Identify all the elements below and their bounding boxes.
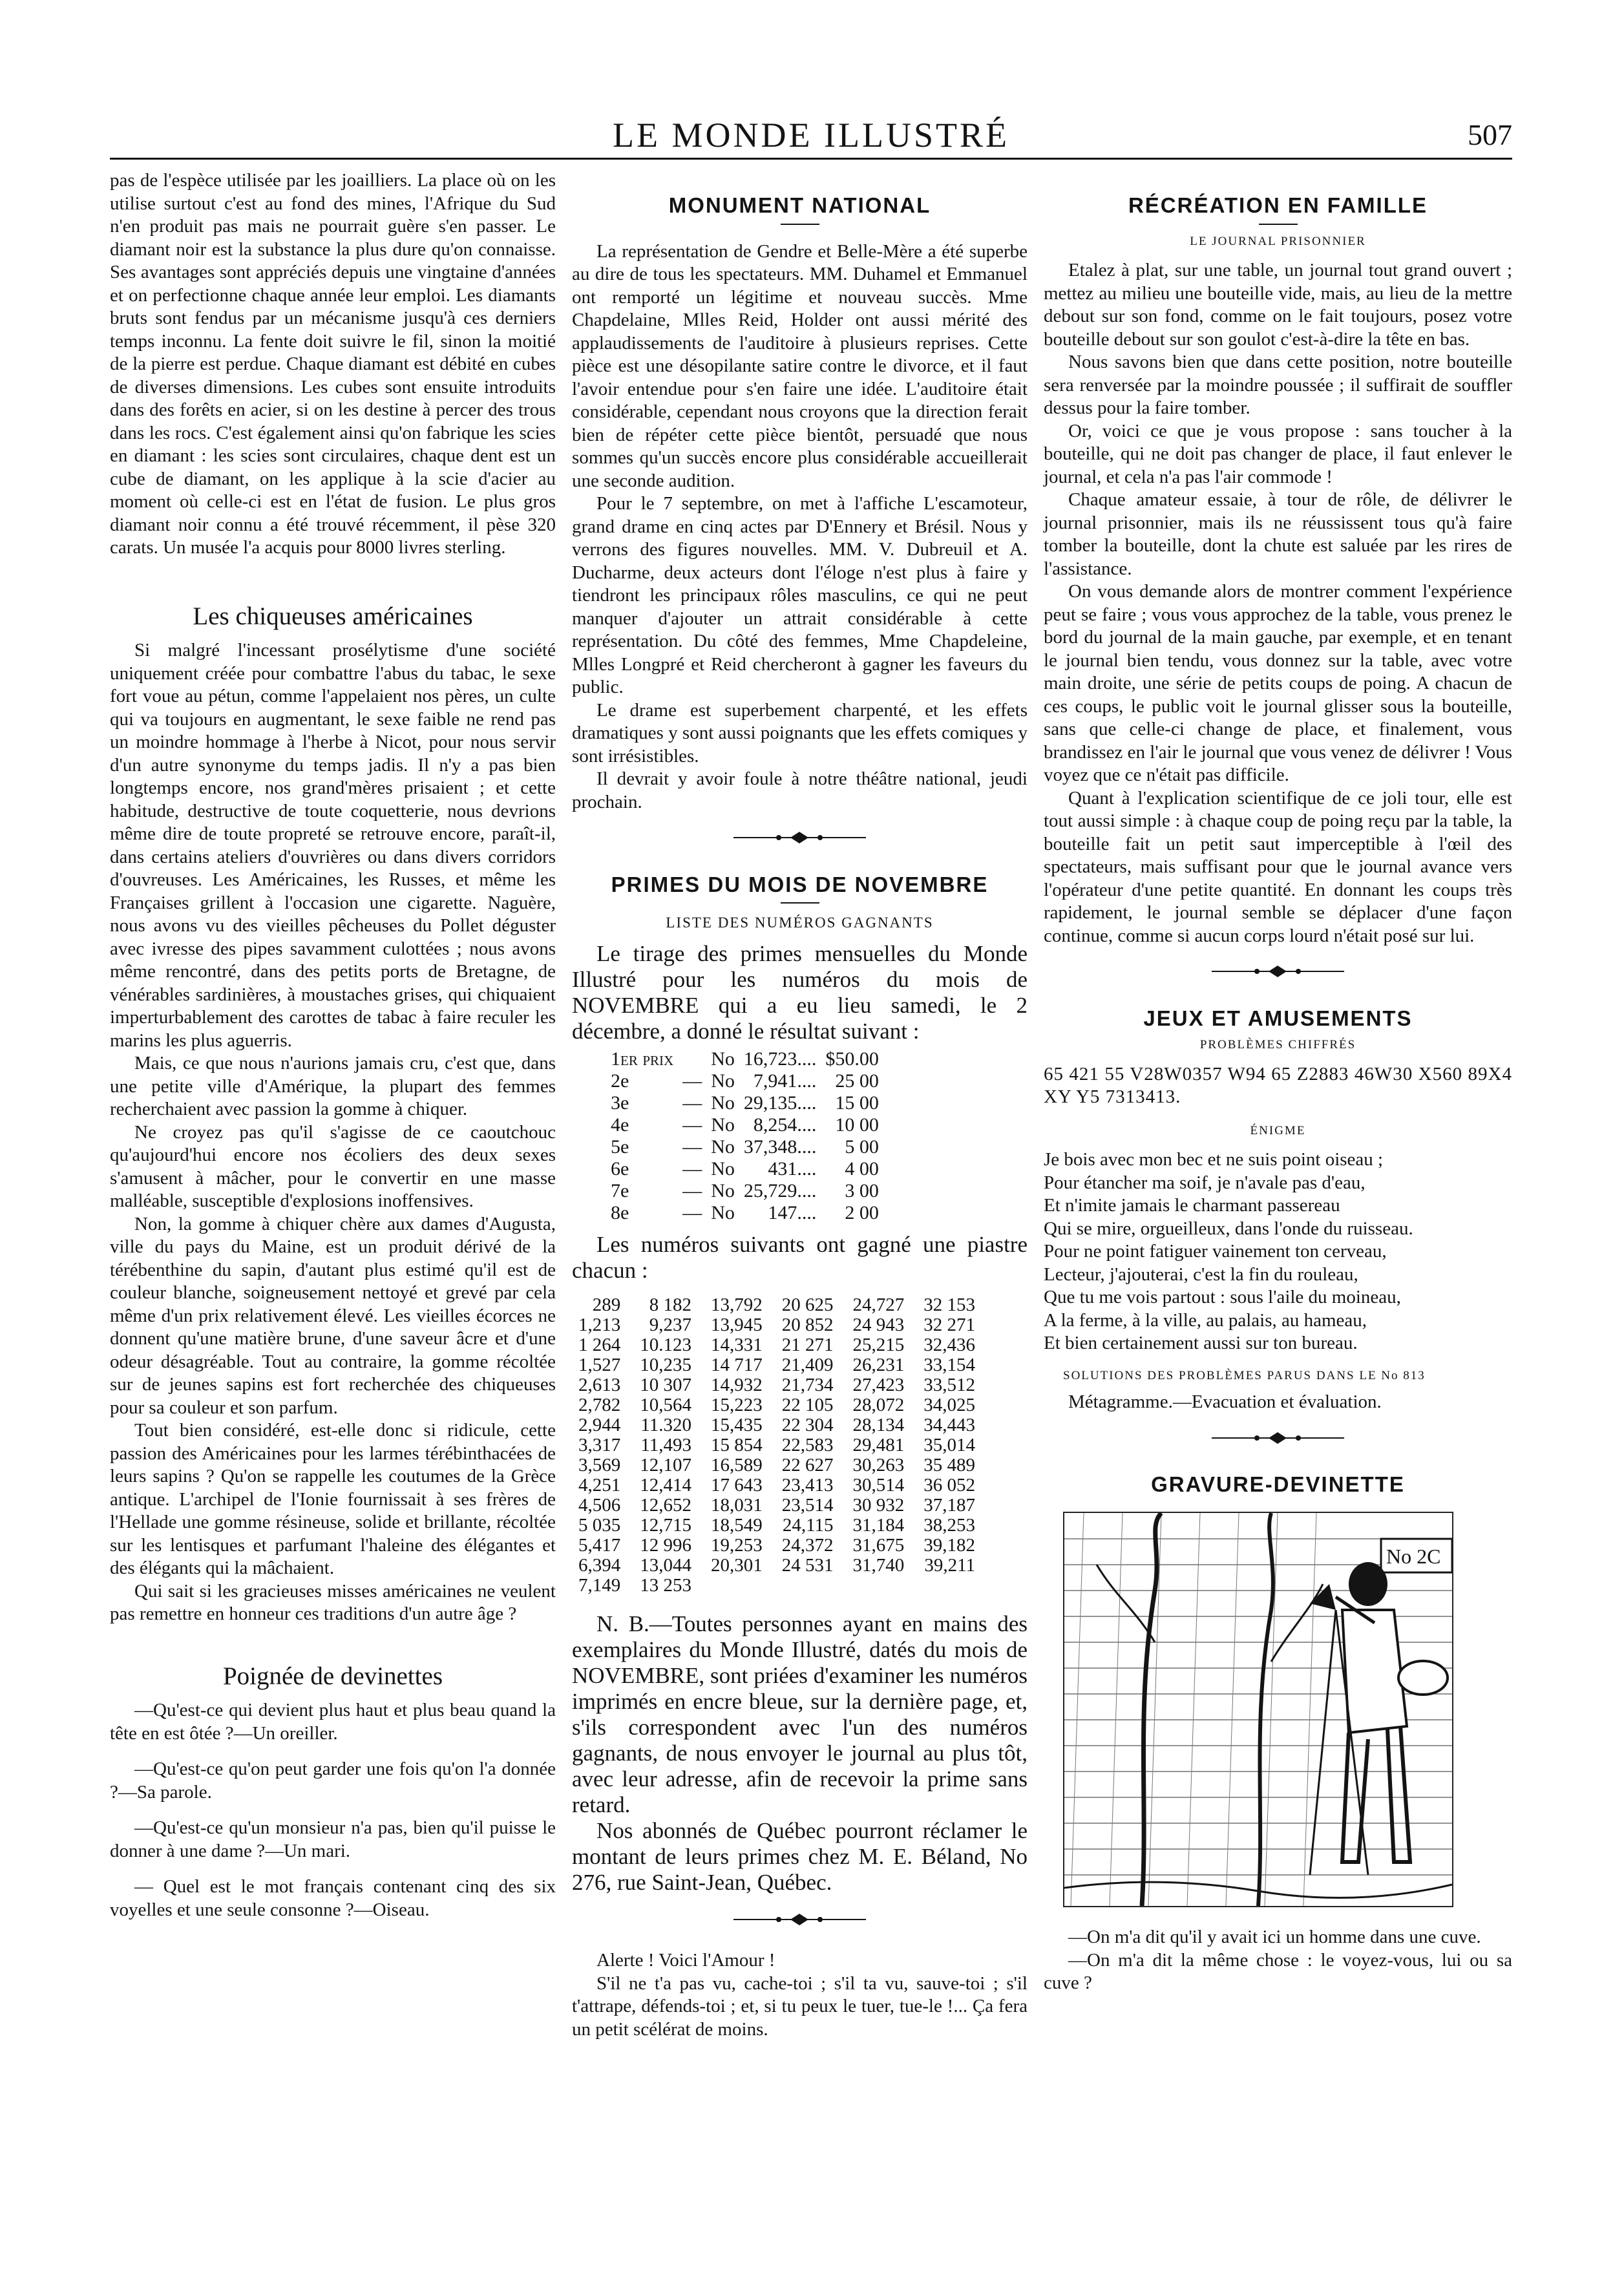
prize-dash: —: [682, 1179, 702, 1201]
winning-number: [711, 1576, 782, 1596]
prize-row: [611, 1070, 888, 1092]
prize-number: 25,729....: [743, 1179, 817, 1201]
prize-rank: 4e: [611, 1114, 629, 1136]
prize-number: 29,135....: [743, 1092, 817, 1114]
winning-number: 32 153: [923, 1294, 975, 1315]
winning-number: 36 052: [923, 1474, 975, 1496]
winning-number: 3,317: [578, 1434, 621, 1455]
column-left: [110, 169, 556, 1921]
winning-numbers-row: [578, 1415, 995, 1435]
winning-number: 5,417: [578, 1534, 621, 1556]
prize-amount: 4 00: [845, 1158, 879, 1179]
verse-line: Et bien certainement aussi sur ton bureau.: [1044, 1333, 1358, 1353]
prize-rank: 2e: [611, 1070, 629, 1092]
monument-title: MONUMENT NATIONAL: [668, 193, 931, 217]
winning-number: 13 253: [640, 1574, 691, 1596]
solutions-heading: SOLUTIONS DES PROBLÈMES PARUS DANS LE No 813: [1063, 1368, 1426, 1382]
winning-numbers-row: [578, 1355, 995, 1375]
winning-number: 39,211: [924, 1554, 975, 1576]
winning-number: 34,443: [923, 1414, 975, 1435]
verse-line: Lecteur, j'ajouterai, c'est la fin du rouleau,: [1044, 1264, 1358, 1285]
winning-number: 34,025: [923, 1394, 975, 1415]
winning-number: 11.320: [640, 1414, 691, 1435]
winning-numbers-row: [578, 1516, 995, 1536]
enigme-verse: [1044, 1148, 1512, 1355]
winning-number: 33,512: [923, 1374, 975, 1395]
winning-number: 13,945: [711, 1314, 763, 1335]
winning-number: 30,263: [852, 1454, 905, 1475]
prize-number: 37,348....: [743, 1136, 817, 1158]
prize-rank: 6e: [611, 1158, 629, 1179]
winning-number: 35,014: [923, 1434, 975, 1455]
solutions-text: Métagramme.—Evacuation et évaluation.: [1068, 1391, 1382, 1412]
prize-number: 431....: [768, 1158, 817, 1179]
winning-number: 2,782: [578, 1394, 621, 1415]
winning-number: 31,740: [852, 1554, 905, 1576]
winning-number: 23,514: [781, 1494, 834, 1516]
winning-number: 37,187: [923, 1494, 975, 1516]
winning-number: 38,253: [923, 1514, 975, 1536]
prize-row: [611, 1180, 888, 1202]
ornament-divider: [572, 1910, 1028, 1929]
prize-rank: 8e: [611, 1201, 629, 1223]
recreation-title: RÉCRÉATION EN FAMILLE: [1128, 193, 1428, 217]
engraving-sign-text: No 2C: [1386, 1544, 1441, 1568]
ornament-divider: [572, 828, 1028, 847]
prize-amount: 10 00: [835, 1114, 879, 1136]
winning-number: 8 182: [649, 1294, 691, 1315]
title-dash: [781, 902, 819, 904]
cipher-text: 65 421 55 V28W0357 W94 65 Z2883 46W30 X560 89X4 XY Y5 7313413.: [1044, 1063, 1512, 1107]
winning-number: 9,237: [649, 1314, 691, 1335]
winning-numbers-row: [578, 1536, 995, 1556]
chiqueuses-paragraph: Non, la gomme à chiquer chère aux dames d'Augusta, ville du pays du Maine, est un produit dérivé de la térébenthine du sapin, d'autant plus estimé qu'il est de couleur blanche, soigneusement nettoyé et grevé par cela même d'un prix relativement élevé. Les vieilles écorces ne donnent qu'une matière brune, d'une saveur âcre et d'une odeur désagréable. Tout au contraire, la gomme récoltée sur de jeunes sapins est fort recherchée des chiqueuses pour sa couleur et son parfum.: [110, 1213, 556, 1418]
alerte-text: S'il ne t'a pas vu, cache-toi ; s'il ta vu, sauve-toi ; s'il t'attrape, défends-toi ; et, si tu peux le tuer, tue-le !... Ça fera un petit scélérat de moins.: [572, 1972, 1028, 2040]
winning-number: 2,613: [578, 1374, 621, 1395]
prize-rank: 1er prix: [611, 1048, 674, 1070]
prize-number: 7,941....: [753, 1070, 817, 1092]
prize-amount: 2 00: [845, 1201, 879, 1223]
winning-number: 30,514: [852, 1474, 905, 1496]
devinettes-title: Poignée de devinettes: [222, 1662, 443, 1690]
prize-rank: 7e: [611, 1179, 629, 1201]
winning-numbers-row: [578, 1455, 995, 1475]
prize-table: [611, 1048, 888, 1224]
verse-line: Je bois avec mon bec et ne suis point oiseau ;: [1044, 1149, 1384, 1170]
header-rule: [110, 158, 1512, 160]
winning-number: 19,253: [711, 1534, 763, 1556]
prize-no: No: [711, 1070, 735, 1092]
winning-numbers-row: [578, 1496, 995, 1516]
prize-no: No: [711, 1136, 735, 1158]
devinette-item: —Qu'est-ce qu'un monsieur n'a pas, bien qu'il puisse le donner à une dame ?—Un mari.: [110, 1817, 556, 1861]
title-dash: [781, 224, 819, 225]
prize-dash: —: [682, 1201, 702, 1223]
verse-line: Que tu me vois partout : sous l'aile du moineau,: [1044, 1287, 1401, 1307]
winning-number: [923, 1576, 995, 1596]
verse-line: Pour ne point fatiguer vainement ton cerveau,: [1044, 1241, 1387, 1262]
winning-number: 12 996: [640, 1534, 691, 1556]
winning-numbers-row: [578, 1295, 995, 1315]
prize-no: No: [711, 1179, 735, 1201]
winning-number: 13,792: [711, 1294, 763, 1315]
prize-no: No: [711, 1201, 735, 1223]
winning-number: 15,223: [711, 1394, 763, 1415]
recreation-subtitle: LE JOURNAL PRISONNIER: [1190, 234, 1366, 248]
prize-rank: 5e: [611, 1136, 629, 1158]
winning-number: 5 035: [578, 1514, 621, 1536]
winning-number: 21 271: [781, 1334, 834, 1355]
devinette-item: —Qu'est-ce qu'on peut garder une fois qu'on l'a donnée ?—Sa parole.: [110, 1759, 556, 1803]
winning-number: 33,154: [923, 1354, 975, 1375]
winning-number: 29,481: [852, 1434, 905, 1455]
winning-number: 10.123: [640, 1334, 691, 1355]
winning-number: 32 271: [923, 1314, 975, 1335]
winning-number: 18,031: [711, 1494, 763, 1516]
winning-number: 10 307: [640, 1374, 691, 1395]
winning-number: 24,727: [852, 1294, 905, 1315]
prize-dash: —: [682, 1114, 702, 1136]
prize-row: [611, 1158, 888, 1180]
chiqueuses-title: Les chiqueuses américaines: [193, 602, 473, 630]
prize-no: No: [711, 1092, 735, 1114]
prize-rank: 3e: [611, 1092, 629, 1114]
chiqueuses-paragraph: Mais, ce que nous n'aurions jamais cru, c'est que, dans une petite ville d'Amérique, la plupart des femmes recherchaient avec passion la gomme à chiquer.: [110, 1053, 556, 1119]
winning-number: 20,301: [711, 1554, 763, 1576]
prize-amount: 15 00: [835, 1092, 879, 1114]
prize-no: No: [711, 1158, 735, 1179]
prize-row: [611, 1048, 888, 1070]
devinette-item: — Quel est le mot français contenant cinq des six voyelles et une seule consonne ?—Oiseau.: [110, 1876, 556, 1920]
winning-numbers-row: [578, 1556, 995, 1576]
winning-number: 12,414: [640, 1474, 691, 1496]
winning-number: 15,435: [711, 1414, 763, 1435]
winning-numbers-table: [578, 1295, 995, 1596]
article-continuation: pas de l'espèce utilisée par les joailliers. La place où on les utilise surtout c'est au fond des mines, l'Afrique du Sud n'en produit pas mais ne pourrait guère s'en passer. Le diamant noir est la substance la plus dure qu'on connaisse. Ses avantages sont appréciés depuis une vingtaine d'années et on perfectionne chaque année leur emploi. Les diamants bruts sont fendus par un mécanisme jusqu'à ces derniers temps inconnu. La fente doit suivre le fil, sinon la moitié de la pierre est perdue. Chaque diamant est débité en cubes de diverses dimensions. Les cubes sont ensuite introduits dans des forêts en acier, si on les destine à percer des trous dans les rocs. C'est également ainsi qu'on fabrique les scies en diamant : les scies sont circulaires, chaque dent est un cube de diamant, on les applique à la scie d'acier au moment où celle-ci est en l'état de fusion. Le plus gros diamant noir connu a été trouvé récemment, il pèse 320 carats. Un musée l'a acquis pour 8000 livres sterling.: [110, 170, 556, 558]
recreation-paragraph: On vous demande alors de montrer comment l'expérience peut se faire ; vous vous approchez de la table, vous prenez le bord du journal de la main gauche, par exemple, et en tenant le journal bien tendu, vous donnez sur la table, avec votre main droite, une série de petits coups de poing. A chacun de ces coups, le public voit le journal glisser sous la bouteille, sans que celle-ci change de place, et finalement, vous brandissez en l'air le journal que vous venez de délivrer ! Vous voyez que ce n'était pas difficile.: [1044, 581, 1512, 785]
winning-number: 13,044: [640, 1554, 691, 1576]
winning-number: 14,932: [711, 1374, 763, 1395]
monument-paragraph: Le drame est superbement charpenté, et les effets dramatiques y sont aussi poignants que les effets comiques y sont irrésistibles.: [572, 699, 1028, 767]
winning-number: 22 627: [781, 1454, 834, 1475]
winning-number: 12,715: [640, 1514, 691, 1536]
newspaper-title: LE MONDE ILLUSTRÉ: [613, 116, 1009, 154]
monument-paragraph: Pour le 7 septembre, on met à l'affiche L'escamoteur, grand drame en cinq actes par D'Ennery et Brésil. Nous y verrons des figures nouvelles. MM. V. Dubreuil et A. Ducharme, deux acteurs dont l'éloge n'est plus à faire y tiendront les principaux rôles masculins, ce qui ne peut manquer d'ajouter un attrait considérable à cette représentation. Du côté des femmes, Mme Chapdeleine, Mlles Longpré et Reid chercheront à gagner les faveurs du public.: [572, 493, 1028, 697]
prize-row: [611, 1092, 888, 1114]
winning-number: 2,944: [578, 1414, 621, 1435]
ornament-divider: [1044, 1428, 1512, 1448]
winning-number: 15 854: [711, 1434, 763, 1455]
chiqueuses-paragraph: Ne croyez pas qu'il s'agisse de ce caoutchouc qu'aujourd'hui encore nos écoliers des deux sexes s'amusent à mâcher, pour le convertir en une masse malléable, susceptible d'explosions inoffensives.: [110, 1121, 556, 1211]
winning-number: 11,493: [640, 1434, 691, 1455]
masthead: [110, 115, 1512, 154]
winning-number: 24,372: [781, 1534, 834, 1556]
chiqueuses-paragraph: Tout bien considéré, est-elle donc si ridicule, cette passion des Américaines pour les larmes térébinthacées de leurs sapins ? Qu'on se rappelle les coutumes de la Grèce antique. L'archipel de l'Ionie fournissait à ses frères de l'Hellade une gomme résineuse, solide et brillante, récoltée sur les lentisques et parfumant l'haleine des élégantes et des élégants qui la mâchaient.: [110, 1420, 556, 1578]
prize-amount: 5 00: [845, 1136, 879, 1158]
winning-number: 7,149: [578, 1574, 621, 1596]
column-right: [1044, 169, 1512, 1995]
devinette-item: —Qu'est-ce qui devient plus haut et plus beau quand la tête en est ôtée ?—Un oreiller.: [110, 1700, 556, 1744]
prize-row: [611, 1114, 888, 1136]
winning-numbers-row: [578, 1335, 995, 1355]
winning-number: 32,436: [923, 1334, 975, 1355]
winning-numbers-row: [578, 1576, 995, 1596]
winning-number: 1 264: [578, 1334, 621, 1355]
page-number: 507: [1468, 118, 1512, 151]
winning-number: 39,182: [923, 1534, 975, 1556]
winning-number: 24,115: [782, 1514, 834, 1536]
winning-numbers-row: [578, 1395, 995, 1415]
winning-number: 27,423: [852, 1374, 905, 1395]
winning-number: 35 489: [923, 1454, 975, 1475]
ornament-divider: [1044, 962, 1512, 981]
winning-number: 31,675: [852, 1534, 905, 1556]
winning-number: 10,564: [640, 1394, 691, 1415]
winning-number: 22,583: [781, 1434, 834, 1455]
winning-number: 12,107: [640, 1454, 691, 1475]
winning-number: 1,213: [578, 1314, 621, 1335]
winning-number: 1,527: [578, 1354, 621, 1375]
winning-number: 24 943: [852, 1314, 905, 1335]
winning-number: [853, 1576, 924, 1596]
winning-number: 17 643: [711, 1474, 763, 1496]
winning-number: 10,235: [640, 1354, 691, 1375]
winning-numbers-row: [578, 1475, 995, 1496]
piastre-intro: Les numéros suivants ont gagné une piastre chacun :: [572, 1231, 1028, 1283]
gravure-caption: —On m'a dit qu'il y avait ici un homme dans une cuve.: [1068, 1927, 1481, 1947]
winning-number: 23,413: [781, 1474, 834, 1496]
winning-number: 30 932: [852, 1494, 905, 1516]
prize-dash: —: [682, 1158, 702, 1179]
monument-paragraph: La représentation de Gendre et Belle-Mère a été superbe au dire de tous les spectateurs. MM. Duhamel et Emmanuel ont remporté un légitime et nouveau succès. Mme Chapdelaine, Mlles Reid, Holder ont aussi mérité des applaudissements de l'auditoire à plusieurs reprises. Cette pièce est une désopilante satire contre le divorce, et il faut l'avoir entendue pour s'en faire une idée. L'auditoire était considérable, cependant nous croyons que la direction ferait bien de répéter cette pièce bientôt, persuadé que nous sommes qu'un succès encore plus considérable accueillerait une seconde audition.: [572, 240, 1028, 491]
prize-amount: 3 00: [845, 1179, 879, 1201]
winning-number: 4,506: [578, 1494, 621, 1516]
chiffres-subtitle: PROBLÈMES CHIFFRÉS: [1199, 1038, 1356, 1052]
verse-line: Qui se mire, orgueilleux, dans l'onde du ruisseau.: [1044, 1218, 1413, 1239]
recreation-paragraph: Chaque amateur essaie, à tour de rôle, de délivrer le journal prisonnier, mais ils ne réussissent tous qu'à faire tomber la bouteille, dont la chute est saluée par les rires de l'assistance.: [1044, 489, 1512, 579]
winning-number: 289: [592, 1294, 621, 1315]
verse-line: Pour étancher ma soif, je n'avale pas d'eau,: [1044, 1172, 1366, 1193]
gravure-caption: —On m'a dit la même chose : le voyez-vous, lui ou sa cuve ?: [1044, 1949, 1512, 1993]
prize-row: [611, 1202, 888, 1224]
winning-number: 31,184: [852, 1514, 905, 1536]
winning-number: 22 105: [781, 1394, 834, 1415]
winning-number: 6,394: [578, 1554, 621, 1576]
winning-number: 21,734: [781, 1374, 834, 1395]
winning-numbers-row: [578, 1435, 995, 1455]
winning-number: 28,072: [852, 1394, 905, 1415]
verse-line: A la ferme, à la ville, au palais, au hameau,: [1044, 1309, 1367, 1331]
winning-number: 21,409: [781, 1354, 834, 1375]
monument-paragraph: Il devrait y avoir foule à notre théâtre national, jeudi prochain.: [572, 768, 1028, 812]
winning-number: 18,549: [711, 1514, 763, 1536]
prize-amount: 25 00: [835, 1070, 879, 1092]
winning-numbers-row: [578, 1375, 995, 1395]
column-middle: [572, 169, 1028, 2041]
winning-number: 4,251: [578, 1474, 621, 1496]
winning-number: 16,589: [711, 1454, 763, 1475]
nb-paragraph: N. B.—Toutes personnes ayant en mains des exemplaires du Monde Illustré, datés du mois de NOVEMBRE, sont priées d'examiner les numéros imprimés en encre bleue, sur la dernière page, et, s'ils correspondent avec l'un des numéros gagnants, de nous envoyer le journal au plus tôt, avec leur adresse, afin de recevoir la prime sans retard.: [572, 1611, 1028, 1817]
chiqueuses-paragraph: Si malgré l'incessant prosélytisme d'une société uniquement créée pour combattre l'abus du tabac, le sexe fort voue au pétun, comme l'appelaient nos pères, un culte qui va toujours en augmentant, le sexe faible ne rend pas un moindre hommage à l'herbe à Nicot, pour nous servir d'un autre synonyme du temps jadis. Il n'y a pas bien longtemps encore, nos grand'mères prisaient ; et cette habitude, destructive de toute coquetterie, nous devrions même dire de toute propreté se retrouve encore, paraît-il, dans certains ateliers d'ouvrières ou dans divers corridors d'ouvreuses. Les Américaines, les Russes, et même les Françaises grillent à l'occasion une cigarette. Naguère, nous avons vu des vieilles pêcheuses du Pollet déguster avec ivresse des pipes savamment culottées ; nous avons même rencontré, dans des petits ports de Bretagne, de vénérables sardinières, à moustaches grises, qui chiquaient imperturbablement des carottes de tabac à faire reculer les marins les plus aguerris.: [110, 640, 556, 1051]
winning-number: 24 531: [781, 1554, 834, 1576]
prize-number: 147....: [768, 1201, 817, 1223]
winning-number: 14 717: [711, 1354, 763, 1375]
prize-number: 16,723....: [743, 1048, 817, 1070]
winning-number: 28,134: [852, 1414, 905, 1435]
winning-number: 20 625: [781, 1294, 834, 1315]
primes-subtitle: LISTE DES NUMÉROS GAGNANTS: [666, 915, 934, 931]
recreation-paragraph: Or, voici ce que je vous propose : sans toucher à la bouteille, qui ne doit pas changer de place, il faut enlever le journal, et cela n'a pas l'air commode !: [1044, 420, 1512, 487]
prize-amount: $50.00: [825, 1048, 879, 1070]
prize-dash: —: [682, 1070, 702, 1092]
winning-number: 26,231: [852, 1354, 905, 1375]
primes-intro: Le tirage des primes mensuelles du Monde Illustré pour les numéros du mois de NOVEMBRE qui a eu lieu samedi, le 2 décembre, a donné le résultat suivant :: [572, 940, 1028, 1044]
quebec-paragraph: Nos abonnés de Québec pourront réclamer le montant de leurs primes chez M. E. Béland, No 276, rue Saint-Jean, Québec.: [572, 1817, 1028, 1895]
chiqueuses-paragraph: Qui sait si les gracieuses misses américaines ne veulent pas remettre en honneur ces traditions d'un autre âge ?: [110, 1580, 556, 1624]
jeux-title: JEUX ET AMUSEMENTS: [1143, 1006, 1413, 1030]
winning-numbers-row: [578, 1315, 995, 1335]
title-dash: [1259, 224, 1298, 225]
winning-number: 25,215: [852, 1334, 905, 1355]
winning-number: 22 304: [781, 1414, 834, 1435]
recreation-paragraph: Etalez à plat, sur une table, un journal tout grand ouvert ; mettez au milieu une bouteille vide, mais, au lieu de la mettre debout sur son fond, comme on le fait toujours, posez votre bouteille debout sur son goulot c'est-à-dire la tête en bas.: [1044, 260, 1512, 350]
prize-number: 8,254....: [753, 1114, 817, 1136]
winning-number: 14,331: [711, 1334, 763, 1355]
winning-number: 12,652: [640, 1494, 691, 1516]
prize-dash: —: [682, 1136, 702, 1158]
alerte-title: Alerte ! Voici l'Amour !: [596, 1950, 775, 1971]
prize-no: No: [711, 1114, 735, 1136]
recreation-paragraph: Nous savons bien que dans cette position, notre bouteille sera renversée par la moindre poussée ; il suffirait de souffler dessus pour la faire tomber.: [1044, 352, 1512, 418]
prize-dash: —: [682, 1092, 702, 1114]
winning-number: 3,569: [578, 1454, 621, 1475]
verse-line: Et n'imite jamais le charmant passereau: [1044, 1195, 1340, 1216]
primes-title: PRIMES DU MOIS DE NOVEMBRE: [611, 872, 989, 896]
enigme-subtitle: ÉNIGME: [1250, 1123, 1306, 1137]
recreation-paragraph: Quant à l'explication scientifique de ce joli tour, elle est tout aussi simple : à chaque coup de poing reçu par la table, la bouteille fait un petit saut imperceptible à l'œil des spectateurs, mais suffisant pour que le journal avance vers l'opérateur d'une petite quantité. En donnant les coups très rapidement, le journal semble se déplacer d'une façon continue, comme si aucun corps lourd n'était posé sur lui.: [1044, 787, 1512, 946]
winning-number: [782, 1576, 853, 1596]
winning-number: 20 852: [781, 1314, 834, 1335]
prize-dash: [682, 1048, 711, 1070]
engraving-illustration: [1063, 1512, 1453, 1907]
gravure-title: GRAVURE-DEVINETTE: [1151, 1472, 1405, 1496]
prize-no: No: [711, 1048, 735, 1070]
prize-row: [611, 1136, 888, 1158]
